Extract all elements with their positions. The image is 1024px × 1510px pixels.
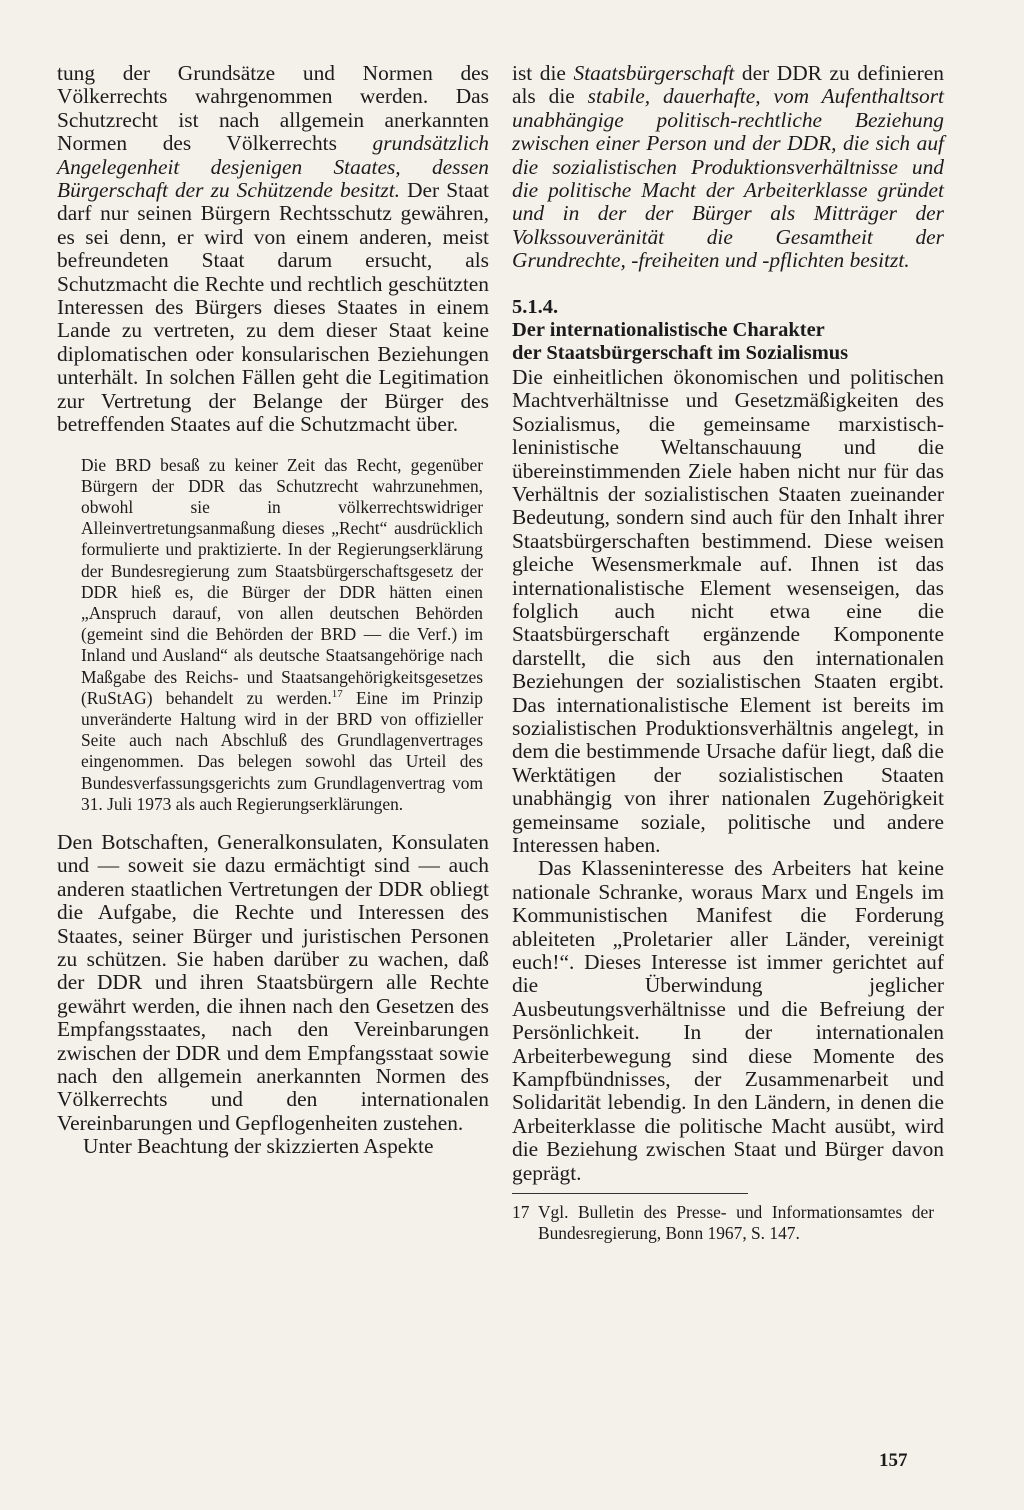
- section-heading: [512, 296, 944, 366]
- left-paragraph-1-segment: Der Staat darf nur seinen Bürgern Rechtsschutz gewähren, es sei denn, er wird von einem anderen, meist befreundeten Staat darum ersucht, als Schutzmacht die Rechte und rechtlich geschützten Interessen des Bürgers dieses Staates in einem Lande zu vertreten, zu dem dieser Staat keine diplomatischen oder konsularischen Beziehungen unterhält. In solchen Fällen geht die Legitimation zur Vertretung der Belange der Bürger des betreffenden Staates auf die Schutzmacht über.: [57, 178, 489, 437]
- left-paragraph-1-segment: tung der Grundsätze und Normen des Völkerrechts wahrgenommen werden. Das Schutzrecht ist nach allgemein anerkannten Normen des Völkerrechts: [57, 61, 489, 156]
- right-paragraph-1-segment: ist die: [512, 61, 574, 85]
- left-paragraph-1-segment: grundsätzlich Angelegenheit desjenigen Staates, dessen Bürgerschaft der zu Schützende besitzt.: [57, 131, 489, 203]
- section-number: 5.1.4.: [512, 295, 559, 318]
- right-paragraph-1-segment: stabile, dauerhafte, vom Aufenthaltsort unabhängige politisch-rechtliche Beziehung zwischen einer Person und der DDR, die sich auf die sozialistischen Produktionsverhältnisse und die politische Macht der Arbeiterklasse gründet und in der der Bürger als Mitträger der Volkssouveränität die Gesamtheit der Grundrechte, -freiheiten und -pflichten besitzt.: [512, 84, 945, 273]
- section-title-line-1: Der internationalistische Charakter: [512, 319, 825, 342]
- footnote-divider: [512, 1193, 748, 1194]
- left-small-print-block: [81, 455, 483, 815]
- section-title-line-2: der Staatsbürgerschaft im Sozialismus: [512, 342, 849, 365]
- right-paragraph-1-segment: der DDR zu definieren als die: [512, 61, 944, 109]
- left-paragraph-3: Unter Beachtung der skizzierten Aspekte: [83, 1134, 434, 1159]
- right-paragraph-1-segment: Staatsbürgerschaft: [573, 61, 735, 85]
- footnote-text: Vgl. Bulletin des Presse- und Informationsamtes der Bundesregierung, Bonn 1967, S. 147.: [538, 1202, 934, 1244]
- right-paragraph-3: Das Klasseninteresse des Arbeiters hat keine nationale Schranke, woraus Marx und Engels im Kommunistischen Manifest die Forderung ableiteten „Proletarier aller Länder, vereinigt euch!“. Dieses Interesse ist immer gerichtet auf die Überwindung jeglicher Ausbeutungsverhältnisse und die Befreiung der Persönlichkeit. In der internationalen Arbeiterbewegung sind diese Momente des Kampfbündnisses, der Zusammenarbeit und Solidarität lebendig. In den Ländern, in denen die Arbeiterklasse die politische Macht ausübt, wird die Beziehung zwischen Staat und Bürger davon geprägt.: [512, 856, 944, 1185]
- left-column: [57, 62, 489, 1159]
- right-column: [512, 62, 944, 1245]
- right-paragraph-1: [512, 62, 944, 273]
- left-paragraph-1: [57, 62, 489, 437]
- small-block-text-b: Eine im Prinzip unveränderte Haltung wird in der BRD von offizieller Seite auch nach Abschluß des Grundlagenvertrages eingenommen. Das belegen sowohl das Urteil des Bundesverfassungsgerichts zum Grundlagenvertrag vom 31. Juli 1973 als auch Regierungserklärungen.: [81, 687, 483, 814]
- small-block-text-a: Die BRD besaß zu keiner Zeit das Recht, gegenüber Bürgern der DDR das Schutzrecht wahrzunehmen, obwohl sie in völkerrechtswidriger Alleinvertretungsanmaßung dieses „Recht“ ausdrücklich formulierte und praktizierte. In der Regierungserklärung der Bundesregierung zum Staatsbürgerschaftsgesetz der DDR hieß es, die Bürger der DDR hätten einen „Anspruch darauf, von allen deutschen Behörden (gemeint sind die Behörden der BRD — die Verf.) im Inland und Ausland“ als deutsche Staatsangehörige nach Maßgabe des Reichs- und Staatsangehörigkeitsgesetzes (RuStAG) behandelt zu werden.: [81, 454, 483, 708]
- left-paragraph-2: Den Botschaften, Generalkonsulaten, Konsulaten und — soweit sie dazu ermächtigt sind — auch anderen staatlichen Vertretungen der DDR obliegt die Aufgabe, die Rechte und Interessen des Staates, seiner Bürger und juristischen Personen zu schützen. Sie haben darüber zu wachen, daß der DDR und ihren Staatsbürgern alle Rechte gewährt werden, die ihnen nach den Gesetzen des Empfangsstaates, nach den Vereinbarungen zwischen der DDR und dem Empfangsstaat sowie nach den allgemein anerkannten Normen des Völkerrechts und den internationalen Vereinbarungen und Gepflogenheiten zustehen.: [57, 829, 489, 1135]
- footnote: [512, 1202, 944, 1244]
- page-number: 157: [879, 1450, 908, 1471]
- right-paragraph-2: Die einheitlichen ökonomischen und politischen Machtverhältnisse und Gesetzmäßigkeiten des Sozialismus, die gemeinsame marxistisch-leninistische Weltanschauung und die übereinstimmenden Ziele haben nicht nur für das Verhältnis der sozialistischen Staaten zueinander Bedeutung, sondern sind auch für den Inhalt ihrer Staatsbürgerschaften bestimmend. Diese weisen gleiche Wesensmerkmale auf. Ihnen ist das internationalistische Element wesenseigen, das folglich auch nicht etwa eine die Staatsbürgerschaft ergänzende Komponente darstellt, die sich aus den internationalen Beziehungen der sozialistischen Staaten ergibt. Das internationalistische Element ist bereits im sozialistischen Produktionsverhältnis angelegt, in dem die bestimmende Ursache dafür liegt, daß die Werktätigen der sozialistischen Staaten unabhängig von ihrer nationalen Zugehörigkeit gemeinsame soziale, politische und andere Interessen haben.: [512, 364, 944, 857]
- footnote-reference: 17: [331, 687, 343, 700]
- footnote-number: 17: [512, 1202, 530, 1223]
